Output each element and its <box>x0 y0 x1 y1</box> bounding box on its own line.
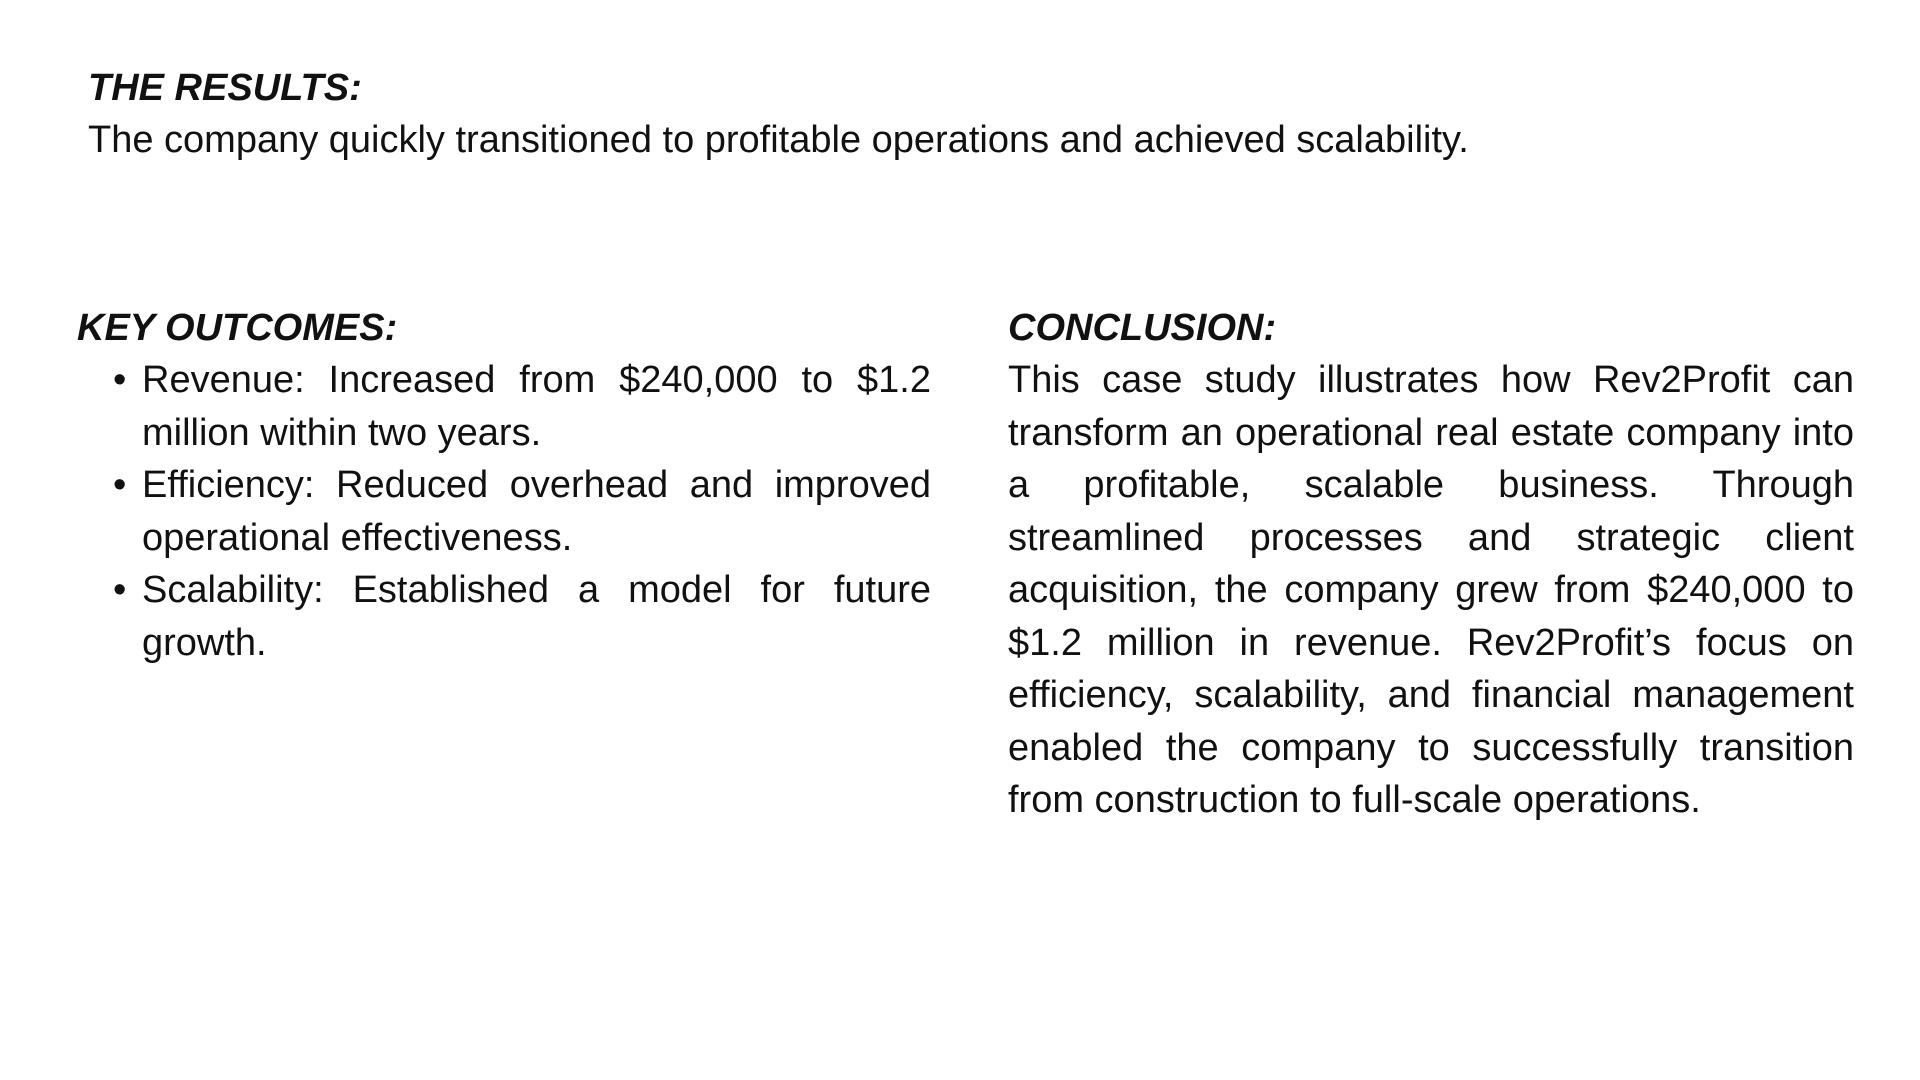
conclusion-section <box>1008 302 1854 827</box>
list-item <box>77 354 931 459</box>
results-section <box>88 62 1848 167</box>
key-outcomes-heading: KEY OUTCOMES: <box>77 307 398 349</box>
list-item-text: Revenue: Increased from $240,000 to $1.2 million within two years. <box>142 359 931 454</box>
bullet-icon: • <box>113 569 127 611</box>
results-heading: THE RESULTS: <box>88 67 362 109</box>
list-item-text: Efficiency: Reduced overhead and improved operational effectiveness. <box>142 464 931 559</box>
list-item <box>77 459 931 564</box>
conclusion-text: This case study illustrates how Rev2Profit can transform an operational real estate company into a profitable, scalable business. Through streamlined processes and strategic client acquisition, the company grew from $240,000 to $1.2 million in revenue. Rev2Profit’s focus on efficiency, scalability, and financial management enabled the company to successfully transition from construction to full-scale operations. <box>1008 359 1854 821</box>
key-outcomes-section <box>77 302 931 669</box>
bullet-icon: • <box>113 464 127 506</box>
key-outcomes-list <box>77 354 931 669</box>
conclusion-heading: CONCLUSION: <box>1008 307 1277 349</box>
list-item <box>77 564 931 669</box>
results-text: The company quickly transitioned to profitable operations and achieved scalability. <box>88 119 1469 161</box>
bullet-icon: • <box>113 359 127 401</box>
list-item-text: Scalability: Established a model for future growth. <box>142 569 931 664</box>
